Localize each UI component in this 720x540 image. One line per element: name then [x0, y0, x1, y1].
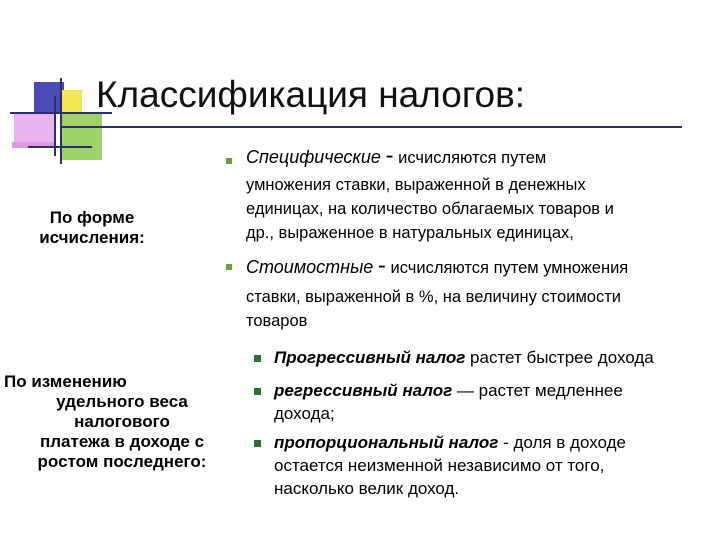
- group2-label-line: удельного веса: [56, 392, 188, 411]
- list-item: [246, 142, 547, 169]
- item-term: Специфические: [246, 147, 381, 167]
- group2-label: [4, 372, 240, 472]
- item-term: Прогрессивный налог: [274, 348, 466, 367]
- item-term: пропорциональный налог: [274, 433, 499, 452]
- item-term: регрессивный налог: [274, 381, 453, 400]
- item-text: растет быстрее дохода: [470, 348, 654, 367]
- item-text: остается неизменной независимо от того,: [274, 456, 605, 475]
- group1-label-line: По форме: [49, 208, 135, 227]
- title-underline: [62, 126, 682, 128]
- item-text: исчисляются путем: [398, 149, 547, 167]
- item-text: умножения ставки, выраженной в денежных: [246, 176, 586, 194]
- decor-line: [60, 78, 62, 164]
- item-text: др., выраженное в натуральных единицах,: [246, 224, 574, 242]
- item-term: Стоимостные: [246, 257, 374, 277]
- group1-label: [4, 208, 180, 248]
- group2-label-line: платежа в доходе с: [39, 432, 205, 451]
- bullet-icon: [254, 355, 261, 362]
- list-item: [274, 348, 654, 368]
- decor-green-square: [60, 112, 102, 160]
- group2-label-line: ростом последнего:: [37, 452, 207, 471]
- group2-label-line: По изменению: [4, 372, 127, 391]
- decor-line: [28, 146, 92, 148]
- item-text: исчисляются путем умножения: [390, 259, 629, 277]
- bullet-icon: [226, 264, 232, 270]
- item-text: ставки, выраженной в %, на величину стоимости: [246, 288, 621, 306]
- item-text: насколько велик доход.: [274, 479, 460, 498]
- item-dash: —: [456, 381, 474, 400]
- bullet-icon: [254, 440, 261, 447]
- bullet-icon: [226, 158, 232, 164]
- group1-label-line: исчисления:: [39, 228, 145, 247]
- decor-pink-square: [14, 112, 54, 142]
- list-item: [274, 433, 626, 453]
- decor-yellow-square: [60, 90, 82, 112]
- bullet-icon: [254, 388, 261, 395]
- list-item: [274, 381, 623, 401]
- item-text: дохода;: [274, 404, 335, 423]
- item-text: единицах, на количество облагаемых товаров и: [246, 200, 614, 218]
- item-text: доля в доходе: [513, 433, 626, 452]
- item-dash: -: [385, 142, 394, 169]
- item-text: растет медленнее: [478, 381, 623, 400]
- group2-label-line: налогового: [74, 412, 170, 431]
- slide-title: Классификация налогов:: [96, 74, 526, 115]
- item-text: товаров: [246, 312, 308, 330]
- list-item: [246, 252, 629, 279]
- item-dash: -: [377, 252, 386, 279]
- item-dash: -: [503, 433, 509, 452]
